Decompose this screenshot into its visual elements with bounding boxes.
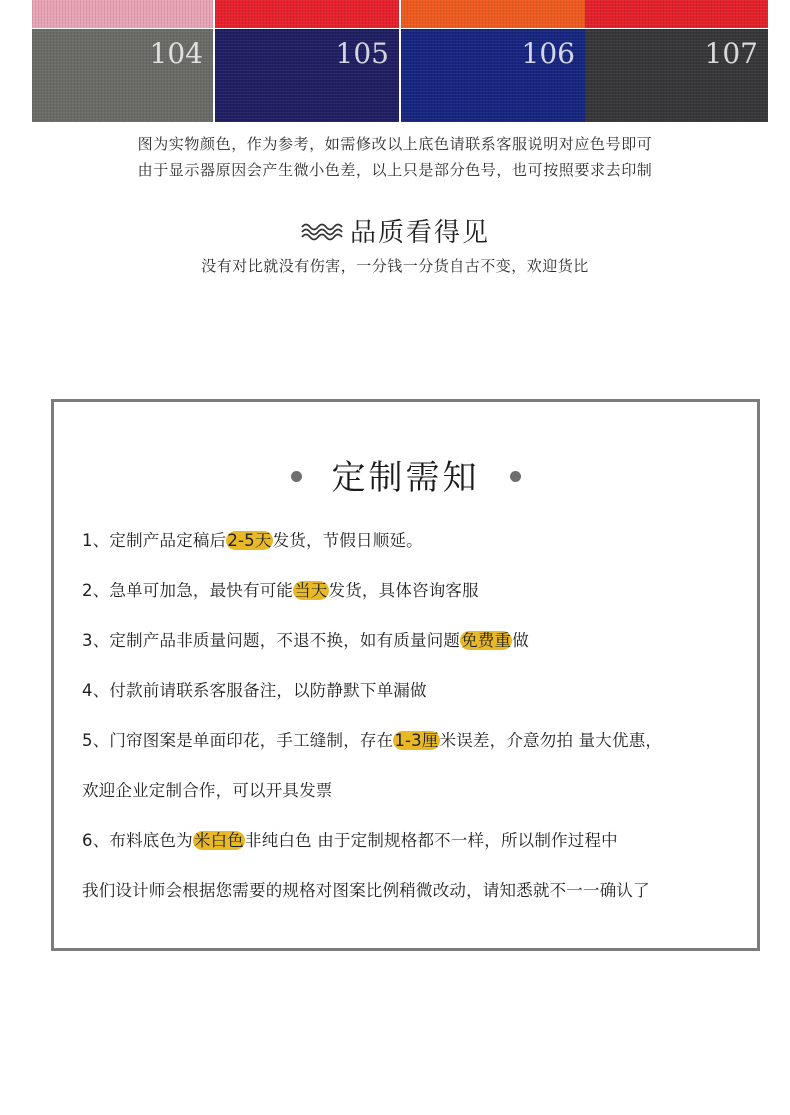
notice-heading	[54, 450, 757, 499]
notice-text: 米误差，介意勿拍 量大优惠，	[439, 731, 663, 750]
quality-section	[0, 212, 790, 276]
quality-heading	[300, 212, 490, 249]
notice-item	[82, 875, 742, 925]
color-swatch-strip	[32, 0, 768, 122]
notice-item	[82, 525, 742, 575]
swatch-row-bottom	[32, 29, 768, 122]
swatch-107	[585, 29, 768, 122]
swatch-number: 105	[335, 37, 389, 70]
notice-item	[82, 625, 742, 675]
notice-list	[82, 525, 742, 925]
swatch-104	[32, 29, 213, 122]
swatch-top-1	[32, 0, 213, 28]
notice-title: 定制需知	[331, 458, 480, 498]
notice-item	[82, 775, 742, 825]
quality-subtitle: 没有对比就没有伤害，一分钱一分货自古不变，欢迎货比	[201, 257, 589, 275]
notice-text: 2、急单可加急，最快有可能	[82, 581, 294, 600]
swatch-top-3	[401, 0, 585, 28]
bullet-dot-right	[510, 471, 521, 482]
notice-text: 5、门帘图案是单面印花，手工缝制，存在	[82, 731, 394, 750]
notice-text: 4、付款前请联系客服备注，以防静默下单漏做	[82, 681, 427, 700]
notice-text: 欢迎企业定制合作，可以开具发票	[82, 781, 333, 800]
swatch-row-top	[32, 0, 768, 28]
bullet-dot-left	[291, 471, 302, 482]
notice-text: 发货，节假日顺延。	[272, 531, 423, 550]
swatch-number: 106	[521, 37, 575, 70]
notice-highlight: 米白色	[193, 831, 245, 850]
notice-item	[82, 675, 742, 725]
notice-item	[82, 575, 742, 625]
quality-title: 品质看得见	[349, 218, 490, 248]
notice-text: 3、定制产品非质量问题，不退不换，如有质量问题	[82, 631, 461, 650]
custom-order-notice	[51, 399, 760, 951]
notice-text: 1、定制产品定稿后	[82, 531, 227, 550]
notice-text: 非纯白色 由于定制规格都不一样，所以制作过程中	[245, 831, 618, 850]
color-note-line-2: 由于显示器原因会产生微小色差，以上只是部分色号，也可按照要求去印制	[137, 161, 653, 179]
swatch-top-4	[585, 0, 768, 28]
swatch-105	[215, 29, 399, 122]
notice-item	[82, 825, 742, 875]
notice-highlight: 1-3厘	[394, 731, 439, 750]
swatch-top-2	[215, 0, 399, 28]
notice-item	[82, 725, 742, 775]
wave-icon	[300, 220, 344, 242]
notice-text: 做	[512, 631, 529, 650]
color-notes	[0, 131, 790, 183]
notice-highlight: 当天	[294, 581, 328, 600]
notice-highlight: 免费重	[461, 631, 512, 650]
notice-text: 我们设计师会根据您需要的规格对图案比例稍微改动，请知悉就不一一确认了	[82, 881, 650, 900]
swatch-number: 107	[704, 37, 758, 70]
color-note-line-1: 图为实物颜色，作为参考，如需修改以上底色请联系客服说明对应色号即可	[137, 135, 653, 153]
swatch-number: 104	[149, 37, 203, 70]
notice-text: 6、布料底色为	[82, 831, 193, 850]
notice-text: 发货，具体咨询客服	[328, 581, 479, 600]
swatch-106	[401, 29, 585, 122]
notice-highlight: 2-5天	[227, 531, 272, 550]
